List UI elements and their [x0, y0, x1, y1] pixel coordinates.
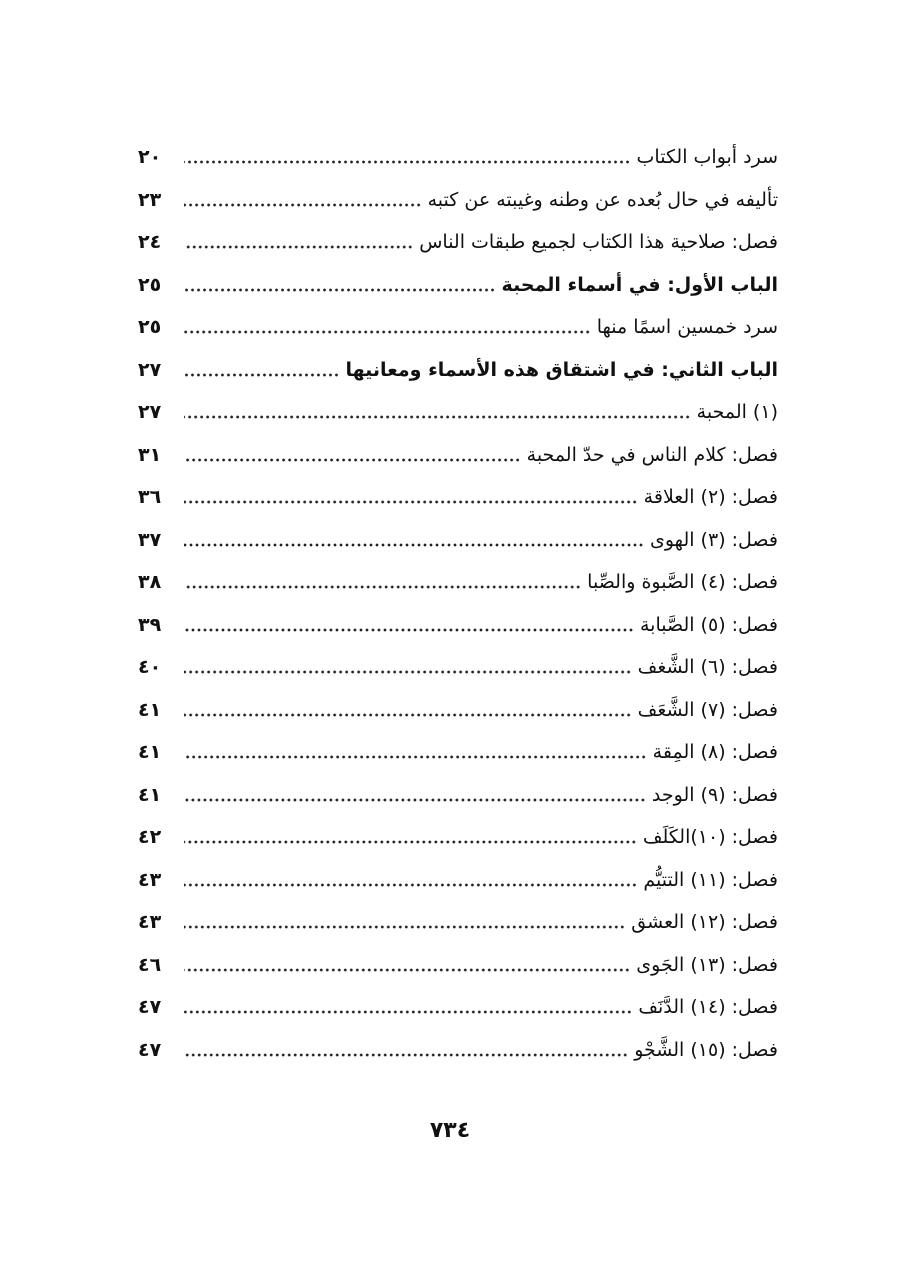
toc-entry-page: ٢٣ [138, 188, 162, 211]
toc-entry [138, 859, 778, 902]
toc-entry-page: ٤١ [138, 783, 162, 806]
dot-leader [184, 372, 339, 378]
toc-entry [138, 774, 778, 817]
toc-entry [138, 986, 778, 1029]
dot-leader [184, 244, 413, 250]
toc-entry-page: ٤٣ [138, 868, 162, 891]
dot-leader [184, 499, 638, 505]
toc-entry-title: فصل: (١٢) العشق [631, 911, 778, 934]
dot-leader [184, 712, 632, 718]
toc-entry [138, 944, 778, 987]
page-number: ٧٣٤ [429, 1118, 471, 1143]
toc-entry-title: الباب الثاني: في اشتقاق هذه الأسماء ومعانيها [345, 358, 778, 381]
toc-entry [138, 901, 778, 944]
toc-entry-title: فصل: (٧) الشَّعَف [637, 698, 778, 721]
toc-entry [138, 1029, 778, 1072]
dot-leader [184, 669, 632, 675]
toc-entry-page: ٢٥ [138, 316, 162, 339]
toc-entry-title: فصل: (٥) الصَّبابة [639, 613, 778, 636]
toc-entry-title: فصل: (٩) الوجد [651, 783, 778, 806]
toc-entry-page: ٣١ [138, 443, 162, 466]
toc-entry-title: فصل: (١٤) الدَّنَف [638, 996, 778, 1019]
toc-entry-title: سرد أبواب الكتاب [636, 146, 778, 169]
dot-leader [184, 797, 646, 803]
toc-entry-title: فصل: (٦) الشَّغف [637, 656, 778, 679]
toc-entry-page: ٣٩ [138, 613, 162, 636]
toc-entry-page: ٤٦ [138, 953, 162, 976]
toc-entry-title: فصل: (٨) المِقة [652, 741, 778, 764]
toc-entry-page: ٤٢ [138, 826, 162, 849]
toc-entry-title: فصل: (٤) الصَّبوة والصِّبا [587, 571, 778, 594]
toc-entry-page: ٤١ [138, 741, 162, 764]
toc-entry-page: ٢٧ [138, 401, 162, 424]
toc-entry-title: (١) المحبة [696, 401, 778, 424]
dot-leader [184, 627, 634, 633]
dot-leader [184, 202, 422, 208]
toc-entry [138, 136, 778, 179]
dot-leader [184, 329, 591, 335]
toc-entry [138, 349, 778, 392]
toc-entry [138, 816, 778, 859]
dot-leader [184, 414, 691, 420]
toc-entry-page: ٤٧ [138, 996, 162, 1019]
toc-entry-title: فصل: (٣) الهوى [650, 528, 778, 551]
toc-entry-page: ٤٠ [138, 656, 162, 679]
toc-entry [138, 306, 778, 349]
dot-leader [184, 287, 496, 293]
dot-leader [184, 542, 644, 548]
toc-entry-title: فصل: (٢) العلاقة [643, 486, 778, 509]
toc-entry-title: فصل: صلاحية هذا الكتاب لجميع طبقات الناس [419, 231, 778, 254]
dot-leader [184, 1052, 628, 1058]
dot-leader [184, 584, 581, 590]
toc-entry-page: ٢٠ [138, 146, 162, 169]
dot-leader [184, 882, 637, 888]
toc-entry-page: ٣٦ [138, 486, 162, 509]
dot-leader [184, 839, 637, 845]
toc-entry-title: فصل: (١٠)الكَلَف [642, 826, 778, 849]
dot-leader [184, 457, 521, 463]
toc-entry [138, 519, 778, 562]
toc-entry-title: فصل: كلام الناس في حدّ المحبة [526, 443, 778, 466]
toc-entry [138, 604, 778, 647]
toc-entry [138, 476, 778, 519]
table-of-contents [138, 136, 778, 1071]
toc-entry [138, 561, 778, 604]
toc-entry-title: الباب الأول: في أسماء المحبة [501, 273, 778, 296]
toc-entry-page: ٤١ [138, 698, 162, 721]
toc-entry-page: ٢٤ [138, 231, 162, 254]
dot-leader [184, 967, 630, 973]
toc-entry-page: ٣٧ [138, 528, 162, 551]
toc-entry [138, 646, 778, 689]
toc-entry-title: فصل: (١٥) الشَّجْو [634, 1038, 778, 1061]
toc-entry-title: تأليفه في حال بُعده عن وطنه وغيبته عن كتبه [427, 188, 778, 211]
toc-entry-title: فصل: (١٣) الجَوى [636, 953, 778, 976]
toc-entry-page: ٢٧ [138, 358, 162, 381]
toc-entry [138, 434, 778, 477]
toc-entry-title: فصل: (١١) التتيُّم [643, 868, 778, 891]
toc-entry [138, 264, 778, 307]
toc-entry [138, 391, 778, 434]
dot-leader [184, 754, 647, 760]
toc-entry-page: ٣٨ [138, 571, 162, 594]
toc-entry [138, 731, 778, 774]
toc-entry-page: ٤٣ [138, 911, 162, 934]
toc-entry-title: سرد خمسين اسمًا منها [596, 316, 778, 339]
toc-entry-page: ٢٥ [138, 273, 162, 296]
toc-entry [138, 689, 778, 732]
dot-leader [184, 159, 631, 165]
toc-entry-page: ٤٧ [138, 1038, 162, 1061]
dot-leader [184, 1009, 632, 1015]
toc-entry [138, 179, 778, 222]
dot-leader [184, 924, 625, 930]
toc-entry [138, 221, 778, 264]
